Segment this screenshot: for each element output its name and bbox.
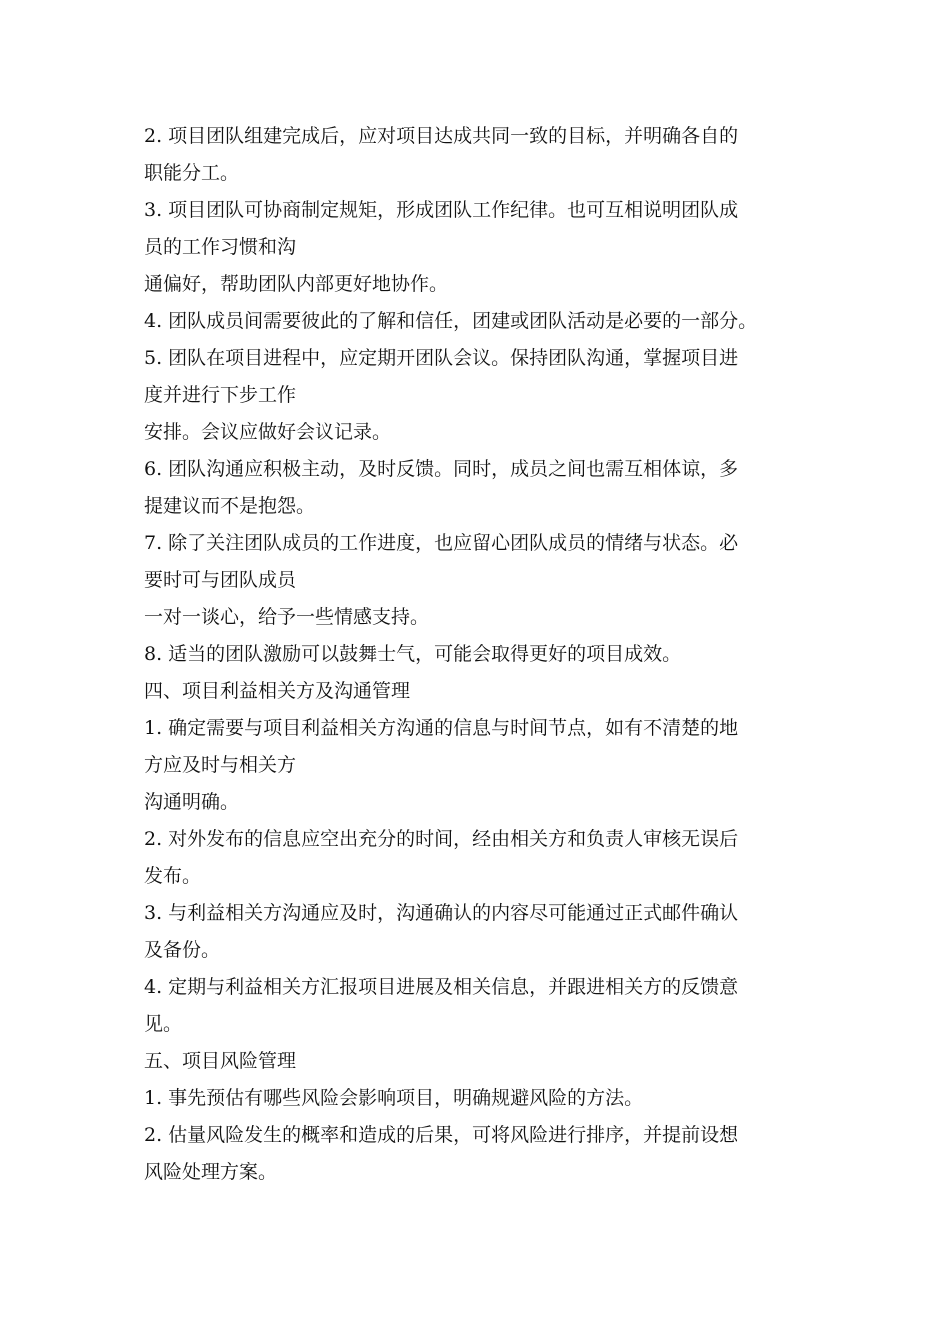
text-line: 1. 事先预估有哪些风险会影响项目，明确规避风险的方法。 bbox=[144, 1087, 644, 1109]
text-line: 4. 团队成员间需要彼此的了解和信任，团建或团队活动是必要的一部分。 bbox=[144, 310, 758, 332]
text-line: 度并进行下步工作 bbox=[144, 384, 297, 406]
text-line: 8. 适当的团队激励可以鼓舞士气，可能会取得更好的项目成效。 bbox=[144, 643, 682, 665]
text-line: 员的工作习惯和沟 bbox=[144, 236, 297, 258]
text-line: 2. 估量风险发生的概率和造成的后果，可将风险进行排序，并提前设想 bbox=[144, 1124, 739, 1146]
text-line: 及备份。 bbox=[144, 939, 221, 961]
text-line: 通偏好，帮助团队内部更好地协作。 bbox=[144, 273, 449, 295]
text-line: 方应及时与相关方 bbox=[144, 754, 297, 776]
text-line: 职能分工。 bbox=[144, 162, 240, 184]
text-line: 2. 对外发布的信息应空出充分的时间，经由相关方和负责人审核无误后 bbox=[144, 828, 739, 850]
text-line: 安排。会议应做好会议记录。 bbox=[144, 421, 392, 443]
section-heading: 四、项目利益相关方及沟通管理 bbox=[144, 680, 411, 702]
document-body bbox=[144, 118, 814, 1191]
text-line: 一对一谈心，给予一些情感支持。 bbox=[144, 606, 430, 628]
text-line: 沟通明确。 bbox=[144, 791, 240, 813]
text-line: 6. 团队沟通应积极主动，及时反馈。同时，成员之间也需互相体谅，多 bbox=[144, 458, 739, 480]
text-line: 1. 确定需要与项目利益相关方沟通的信息与时间节点，如有不清楚的地 bbox=[144, 717, 739, 739]
text-line: 见。 bbox=[144, 1013, 183, 1035]
text-line: 要时可与团队成员 bbox=[144, 569, 297, 591]
text-line: 5. 团队在项目进程中，应定期开团队会议。保持团队沟通，掌握项目进 bbox=[144, 347, 739, 369]
section-heading: 五、项目风险管理 bbox=[144, 1050, 297, 1072]
text-line: 4. 定期与利益相关方汇报项目进展及相关信息，并跟进相关方的反馈意 bbox=[144, 976, 739, 998]
text-line: 7. 除了关注团队成员的工作进度，也应留心团队成员的情绪与状态。必 bbox=[144, 532, 739, 554]
text-line: 发布。 bbox=[144, 865, 202, 887]
text-line: 风险处理方案。 bbox=[144, 1161, 278, 1183]
text-line: 3. 项目团队可协商制定规矩，形成团队工作纪律。也可互相说明团队成 bbox=[144, 199, 739, 221]
text-line: 提建议而不是抱怨。 bbox=[144, 495, 316, 517]
text-line: 2. 项目团队组建完成后，应对项目达成共同一致的目标，并明确各自的 bbox=[144, 125, 739, 147]
text-line: 3. 与利益相关方沟通应及时，沟通确认的内容尽可能通过正式邮件确认 bbox=[144, 902, 739, 924]
